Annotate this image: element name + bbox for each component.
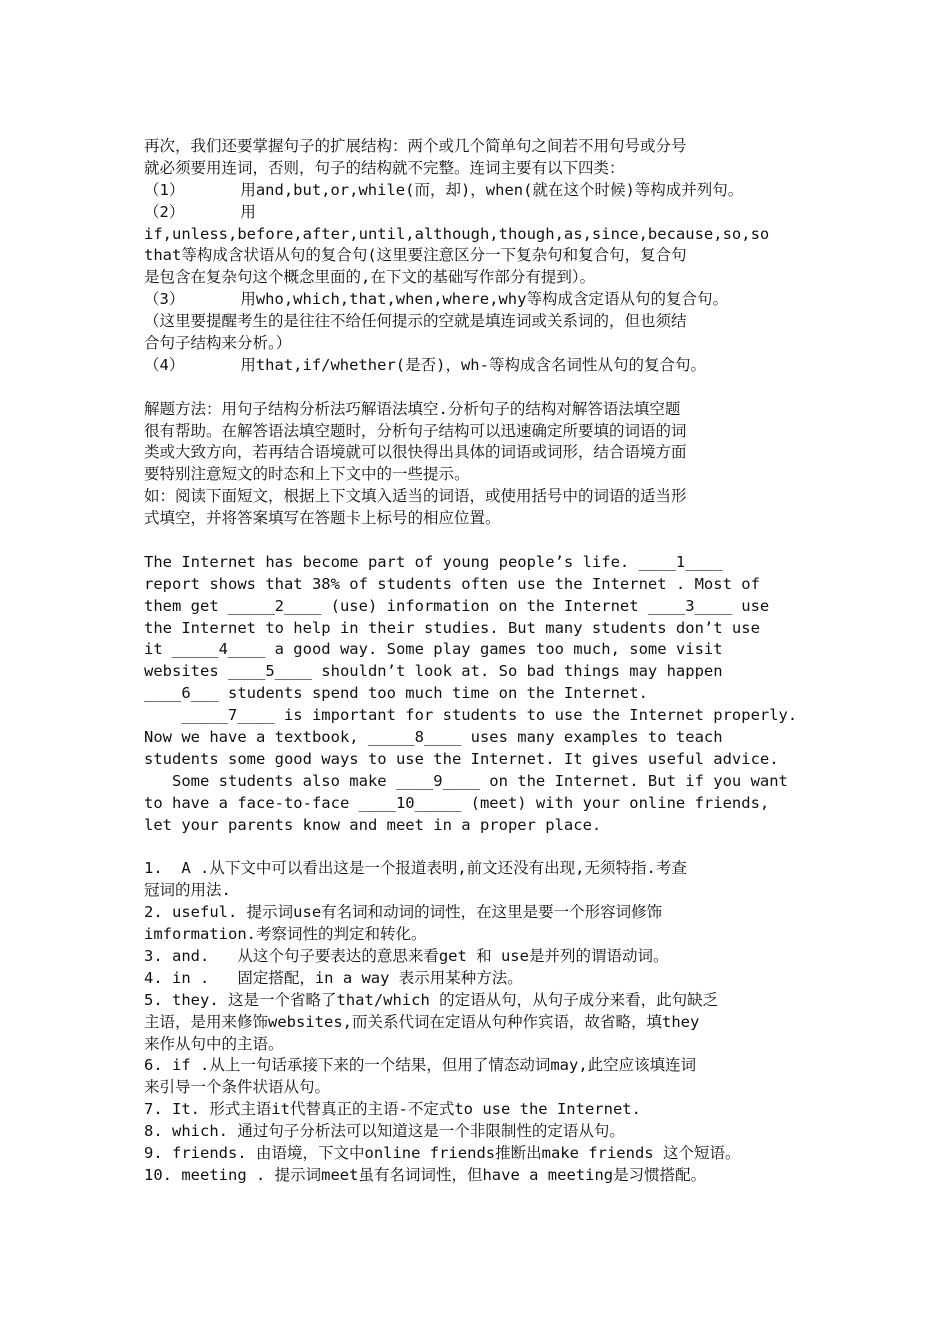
- answers-line: 冠词的用法.: [144, 881, 231, 900]
- method-line: 式填空，并将答案填写在答题卡上标号的相应位置。: [144, 509, 501, 528]
- answers-line: 8. which. 通过句子分析法可以知道这是一个非限制性的定语从句。: [144, 1122, 625, 1141]
- passage-line: them get _____2____ (use) information on the Internet ____3____ use: [144, 596, 770, 615]
- section-gap: [144, 837, 814, 859]
- section-gap: [144, 377, 814, 399]
- method-line: 解题方法：用句子结构分析法巧解语法填空.分析句子的结构对解答语法填空题: [144, 399, 681, 418]
- intro-section: [144, 136, 814, 377]
- intro-line: （3） 用who,which,that,when,where,why等构成含定语从句的复合句。: [144, 290, 728, 309]
- answers-line: 5. they. 这是一个省略了that/which 的定语从句，从句子成分来看，此句缺乏: [144, 990, 719, 1009]
- answers-line: 4. in . 固定搭配，in a way 表示用某种方法。: [144, 968, 523, 987]
- answers-line: imformation.考察词性的判定和转化。: [144, 925, 427, 944]
- intro-line: 再次，我们还要掌握句子的扩展结构：两个或几个简单句之间若不用句号或分号: [144, 137, 687, 155]
- passage-line: it _____4____ a good way. Some play games too much, some visit: [144, 640, 723, 659]
- intro-line: if,unless,before,after,until,although,though,as,since,because,so,so: [144, 224, 770, 243]
- passage-line: Some students also make ____9____ on the Internet. But if you want: [144, 771, 788, 790]
- intro-line: （2） 用: [144, 202, 256, 221]
- intro-line: 就必须要用连词，否则，句子的结构就不完整。连词主要有以下四类：: [144, 158, 625, 177]
- method-section: [144, 399, 814, 530]
- method-line: 要特别注意短文的时态和上下文中的一些提示。: [144, 465, 470, 484]
- answers-line: 来引导一个条件状语从句。: [144, 1078, 331, 1097]
- answers-line: 1. A .从下文中可以看出这是一个报道表明,前文还没有出现,无须特指.考查: [144, 859, 687, 878]
- method-line: 很有帮助。在解答语法填空题时，分析句子结构可以迅速确定所要填的词语的词: [144, 421, 687, 440]
- passage-line: to have a face-to-face ____10_____ (meet) with your online friends,: [144, 793, 770, 812]
- passage-line: Now we have a textbook, _____8____ uses many examples to teach: [144, 728, 723, 747]
- passage-line: let your parents know and meet in a proper place.: [144, 815, 602, 834]
- intro-line: that等构成含状语从句的复合句(这里要注意区分一下复杂句和复合句，复合句: [144, 246, 687, 265]
- answers-line: 2. useful. 提示词use有名词和动词的词性，在这里是要一个形容词修饰: [144, 903, 663, 922]
- intro-line: （1） 用and,but,or,while(而，却)，when(就在这个时候)等构成并列句。: [144, 180, 744, 199]
- answers-line: 6. if .从上一句话承接下来的一个结果，但用了情态动词may,此空应该填连词: [144, 1056, 697, 1075]
- intro-line: 合句子结构来分析。）: [144, 334, 292, 353]
- section-gap: [144, 530, 814, 552]
- intro-line: 是包含在复杂句这个概念里面的,在下文的基础写作部分有提到）。: [144, 268, 596, 287]
- answers-line: 9. friends. 由语境，下文中online friends推断出make friends 这个短语。: [144, 1143, 741, 1162]
- answers-line: 10. meeting . 提示词meet虽有名词词性，但have a meeting是习惯搭配。: [144, 1165, 707, 1184]
- passage-line: websites ____5____ shouldn’t look at. So bad things may happen: [144, 662, 723, 681]
- passage-line: _____7____ is important for students to use the Internet properly.: [144, 706, 798, 725]
- method-line: 类或大致方向，若再结合语境就可以很快得出具体的词语或词形，结合语境方面: [144, 443, 687, 462]
- answers-section: [144, 858, 814, 1186]
- answers-line: 主语，是用来修饰websites,而关系代词在定语从句种作宾语，故省略，填they: [144, 1012, 700, 1031]
- passage-line: report shows that 38% of students often use the Internet . Most of: [144, 574, 760, 593]
- passage-line: The Internet has become part of young people’s life. ____1____: [144, 552, 723, 571]
- answers-line: 7. It. 形式主语it代替真正的主语-不定式to use the Internet.: [144, 1100, 641, 1119]
- intro-line: （这里要提醒考生的是往往不给任何提示的空就是填连词或关系词的，但也须结: [144, 312, 687, 331]
- answers-line: 3. and. 从这个句子要表达的意思来看get 和 use是并列的谓语动词。: [144, 946, 669, 965]
- passage-section: [144, 552, 814, 837]
- answers-line: 来作从句中的主语。: [144, 1034, 284, 1053]
- passage-line: students some good ways to use the Internet. It gives useful advice.: [144, 749, 779, 768]
- passage-line: the Internet to help in their studies. But many students don’t use: [144, 618, 760, 637]
- method-line: 如：阅读下面短文，根据上下文填入适当的词语，或使用括号中的词语的适当形: [144, 487, 687, 506]
- intro-line: （4） 用that,if/whether(是否)，wh-等构成含名词性从句的复合句。: [144, 355, 706, 374]
- passage-line: ____6___ students spend too much time on the Internet.: [144, 684, 648, 703]
- document-page: [144, 136, 814, 1187]
